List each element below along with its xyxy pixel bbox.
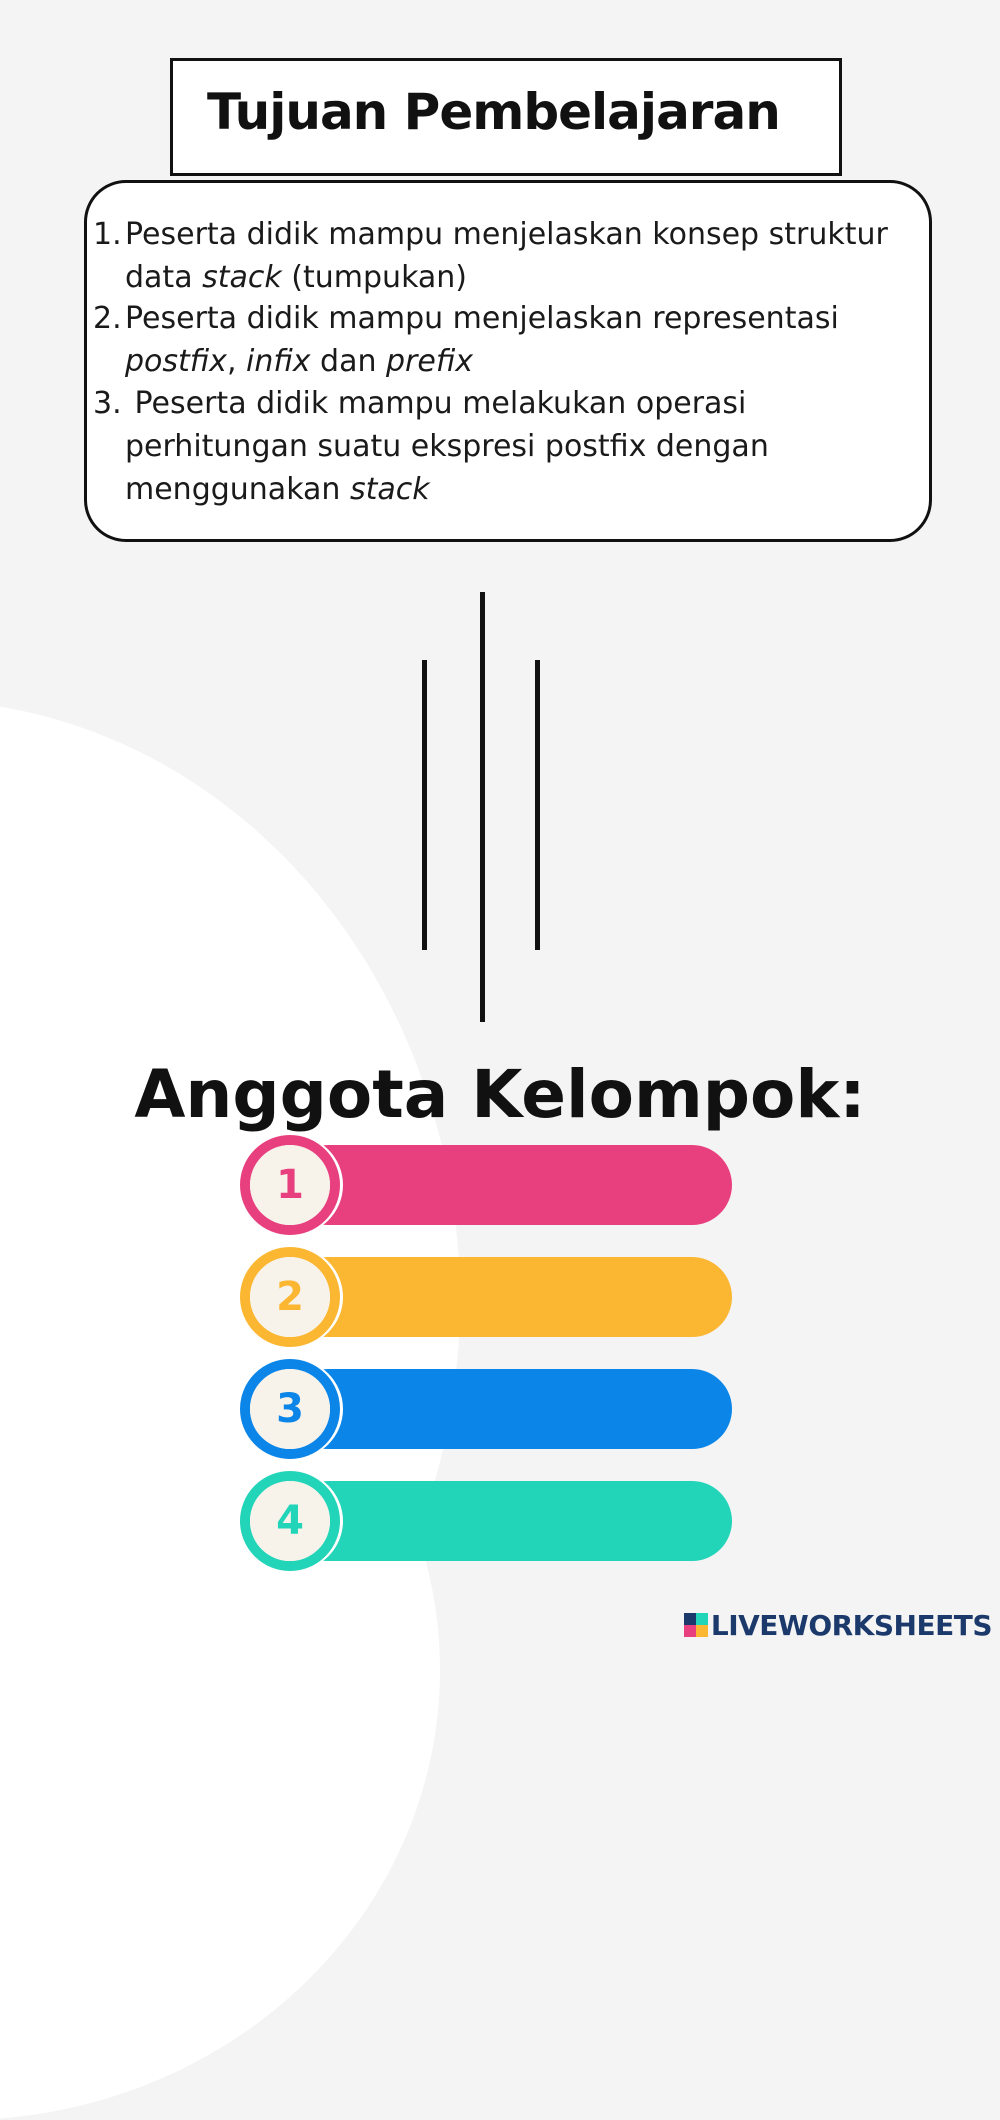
member-row-1: [240, 1135, 732, 1235]
objective-item: [93, 213, 893, 299]
member-number: 3: [276, 1386, 304, 1432]
objective-item: [93, 382, 893, 511]
group-members-title: Anggota Kelompok:: [134, 1056, 866, 1133]
objective-line: [125, 425, 893, 468]
learning-objectives-header: [170, 58, 842, 176]
objective-text: [125, 213, 893, 299]
objective-text: [125, 297, 893, 383]
member-row-3: [240, 1359, 732, 1459]
objective-line: [125, 468, 893, 511]
member-name-field[interactable]: [288, 1145, 732, 1225]
objective-segment: ,: [226, 344, 247, 379]
member-name-field[interactable]: [288, 1369, 732, 1449]
member-number: 4: [276, 1498, 304, 1544]
logo-square: [684, 1625, 696, 1637]
brand-watermark: [684, 1607, 992, 1643]
objective-number: 2.: [93, 301, 122, 336]
logo-square: [696, 1613, 708, 1625]
brand-text: LIVEWORKSHEETS: [710, 1608, 992, 1642]
logo-square: [684, 1613, 696, 1625]
member-name-field[interactable]: [288, 1257, 732, 1337]
member-number: 2: [276, 1274, 304, 1320]
objective-term: postfix: [125, 344, 227, 379]
member-number: 1: [276, 1162, 304, 1208]
objective-number: 3.: [93, 386, 122, 421]
objective-term: stack: [349, 472, 430, 507]
decorative-line-center: [480, 592, 485, 1022]
objective-item: [93, 297, 893, 383]
objective-term: infix: [246, 344, 311, 379]
decorative-line-right: [535, 660, 540, 950]
objective-segment: (tumpukan): [281, 260, 468, 295]
objective-line: [125, 256, 893, 299]
objective-segment: Peserta didik mampu melakukan operasi: [125, 386, 747, 421]
objective-segment: perhitungan suatu ekspresi postfix dengan: [125, 429, 769, 464]
member-row-4: [240, 1471, 732, 1571]
objective-line: [125, 213, 893, 256]
logo-square: [696, 1625, 708, 1637]
page-title: Tujuan Pembelajaran: [207, 83, 780, 141]
objective-line: [125, 340, 893, 383]
objective-term: prefix: [386, 344, 473, 379]
member-row-2: [240, 1247, 732, 1347]
objective-segment: Peserta didik mampu menjelaskan representasi: [125, 301, 839, 336]
objective-number: 1.: [93, 217, 122, 252]
objective-term: stack: [202, 260, 282, 295]
objective-text: [125, 382, 893, 511]
objective-line: [125, 382, 893, 425]
objective-line: [125, 297, 893, 340]
decorative-line-left: [422, 660, 427, 950]
liveworksheets-logo-icon: [684, 1613, 708, 1637]
learning-objectives-card: [84, 180, 932, 542]
objective-segment: Peserta didik mampu menjelaskan konsep struktur: [125, 217, 888, 252]
member-name-field[interactable]: [288, 1481, 732, 1561]
objective-segment: menggunakan: [125, 472, 350, 507]
objective-segment: dan: [310, 344, 387, 379]
objective-segment: data: [125, 260, 203, 295]
